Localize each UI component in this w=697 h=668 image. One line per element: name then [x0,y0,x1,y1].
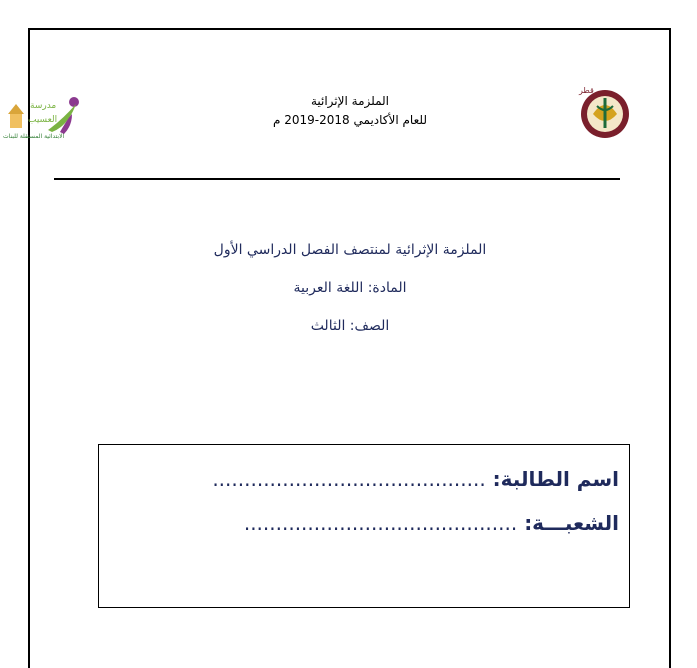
header-text [200,92,500,130]
student-section-row [244,511,619,535]
document-info [100,238,600,352]
document-title: الملزمة الإثرائية لمنتصف الفصل الدراسي الأول [213,242,487,258]
document-subject: المادة: اللغة العربية [293,280,407,296]
student-section-field[interactable]: ........................................... [243,511,518,535]
svg-text:الابتدائية المستقلة للبنات: الابتدائية المستقلة للبنات [3,133,65,140]
student-info-box [98,444,630,608]
svg-text:مدرسة: مدرسة [30,101,57,111]
school-logo-icon [2,92,84,144]
header-divider [54,178,620,180]
document-grade: الصف: الثالث [310,318,390,334]
student-name-label: اسم الطالبة: [492,467,619,491]
svg-text:قطر: قطر [579,86,594,95]
student-name-row [212,467,619,491]
svg-text:العسيب: العسيب [28,115,58,125]
student-section-label: الشعبـــة: [524,511,619,535]
header-title: الملزمة الإثرائية [310,94,390,108]
header-year: للعام الأكاديمي 2018-2019 م [273,113,427,127]
ministry-emblem-icon [573,84,637,140]
student-name-field[interactable]: ........................................... [212,467,486,491]
